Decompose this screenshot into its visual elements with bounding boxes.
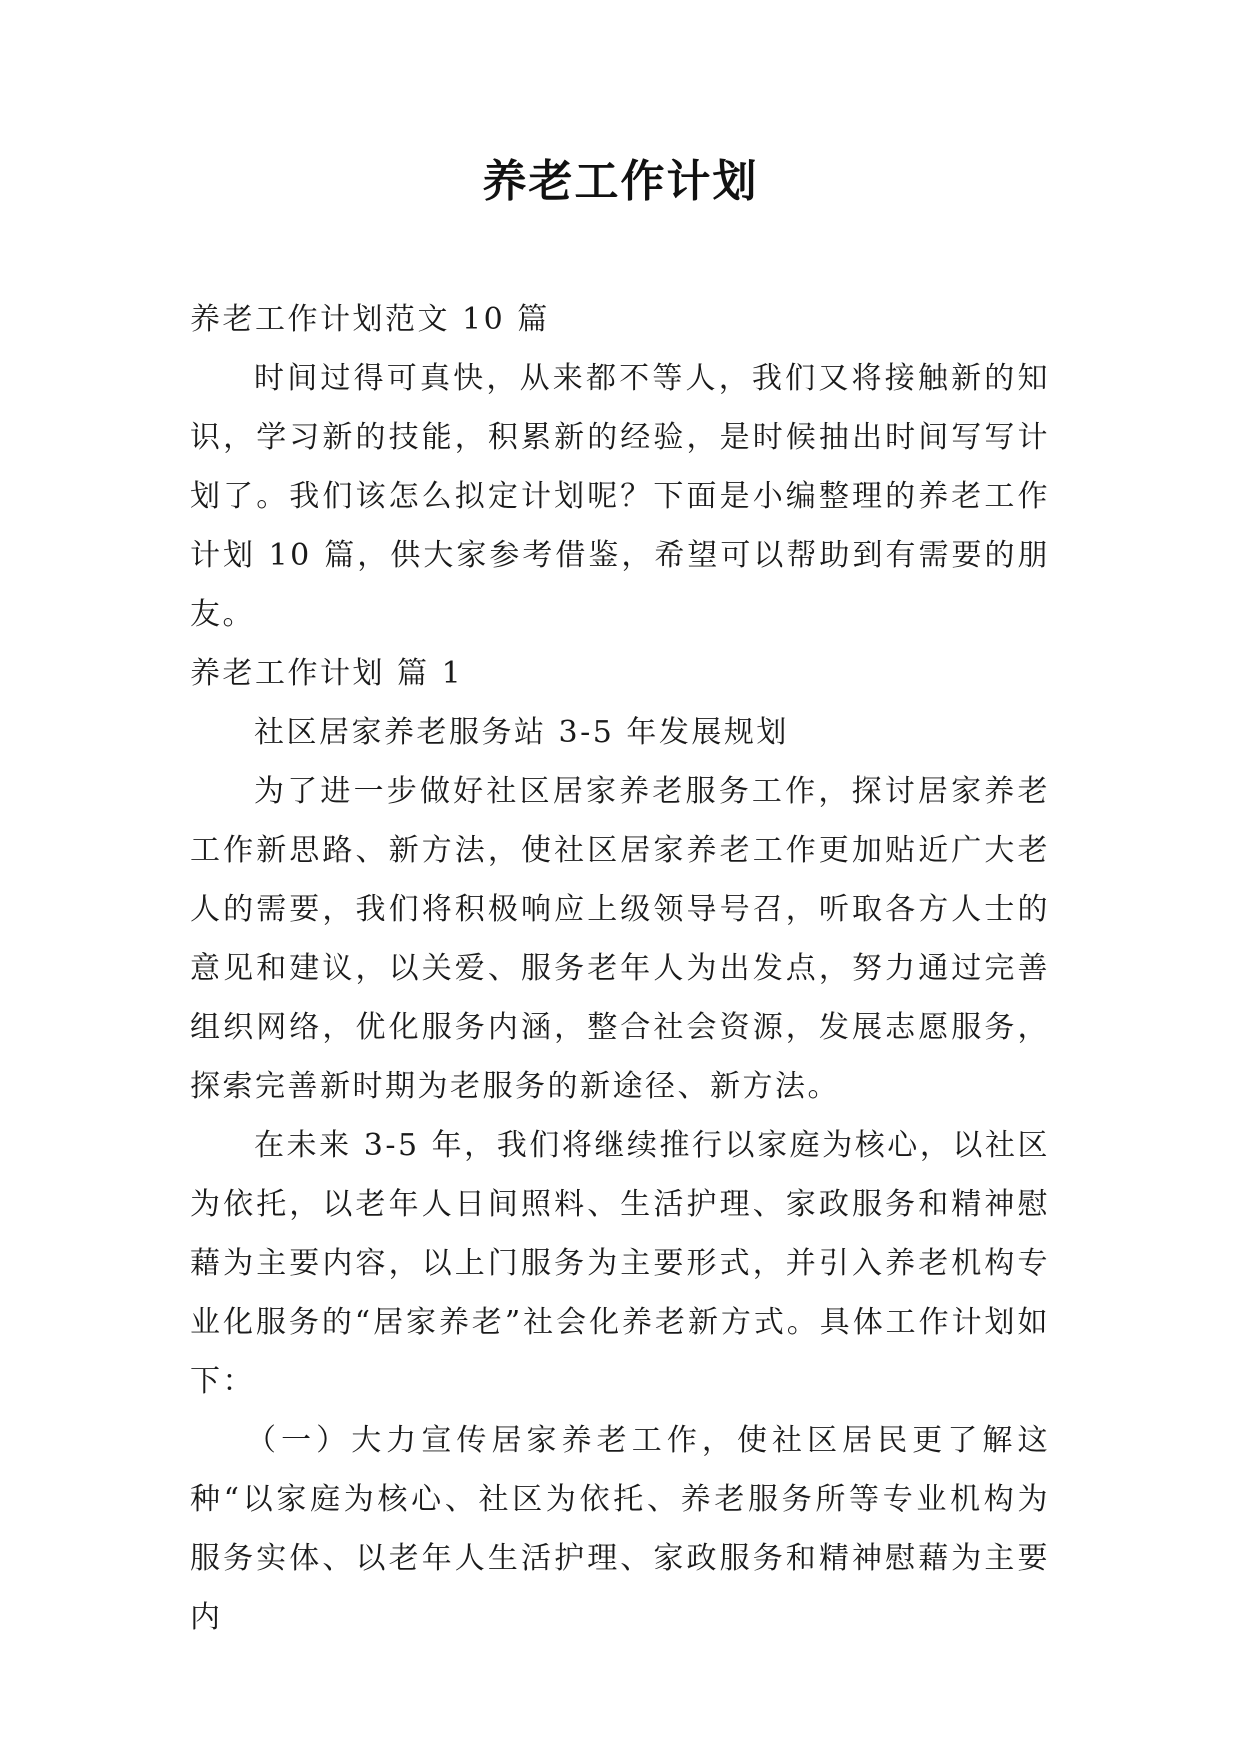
list-item-paragraph: （一）大力宣传居家养老工作，使社区居民更了解这种“以家庭为核心、社区为依托、养老服务所等专业机构为服务实体、以老年人生活护理、家政服务和精神慰藉为主要内 (190, 1423, 1050, 1635)
plan-heading: 社区居家养老服务站 3-5 年发展规划 (254, 715, 789, 750)
body-paragraph: 在未来 3-5 年，我们将继续推行以家庭为核心，以社区为依托，以老年人日间照料、生活护理、家政服务和精神慰藉为主要内容，以上门服务为主要形式，并引入养老机构专业化服务的“居家养老”社会化养老新方式。具体工作计划如下： (190, 1128, 1050, 1399)
subtitle-line: 养老工作计划范文 10 篇 (190, 302, 550, 337)
document-title: 养老工作计划 (482, 156, 759, 207)
document-body (190, 290, 1050, 1647)
section-heading: 养老工作计划 篇 1 (190, 656, 464, 691)
body-paragraph: 为了进一步做好社区居家养老服务工作，探讨居家养老工作新思路、新方法，使社区居家养老工作更加贴近广大老人的需要，我们将积极响应上级领导号召，听取各方人士的意见和建议，以关爱、服务老年人为出发点，努力通过完善组织网络，优化服务内涵，整合社会资源，发展志愿服务，探索完善新时期为老服务的新途径、新方法。 (190, 774, 1050, 1104)
intro-paragraph: 时间过得可真快，从来都不等人，我们又将接触新的知识，学习新的技能，积累新的经验，是时候抽出时间写写计划了。我们该怎么拟定计划呢？下面是小编整理的养老工作计划 10 篇，供大家参考借鉴，希望可以帮助到有需要的朋友。 (190, 361, 1050, 632)
